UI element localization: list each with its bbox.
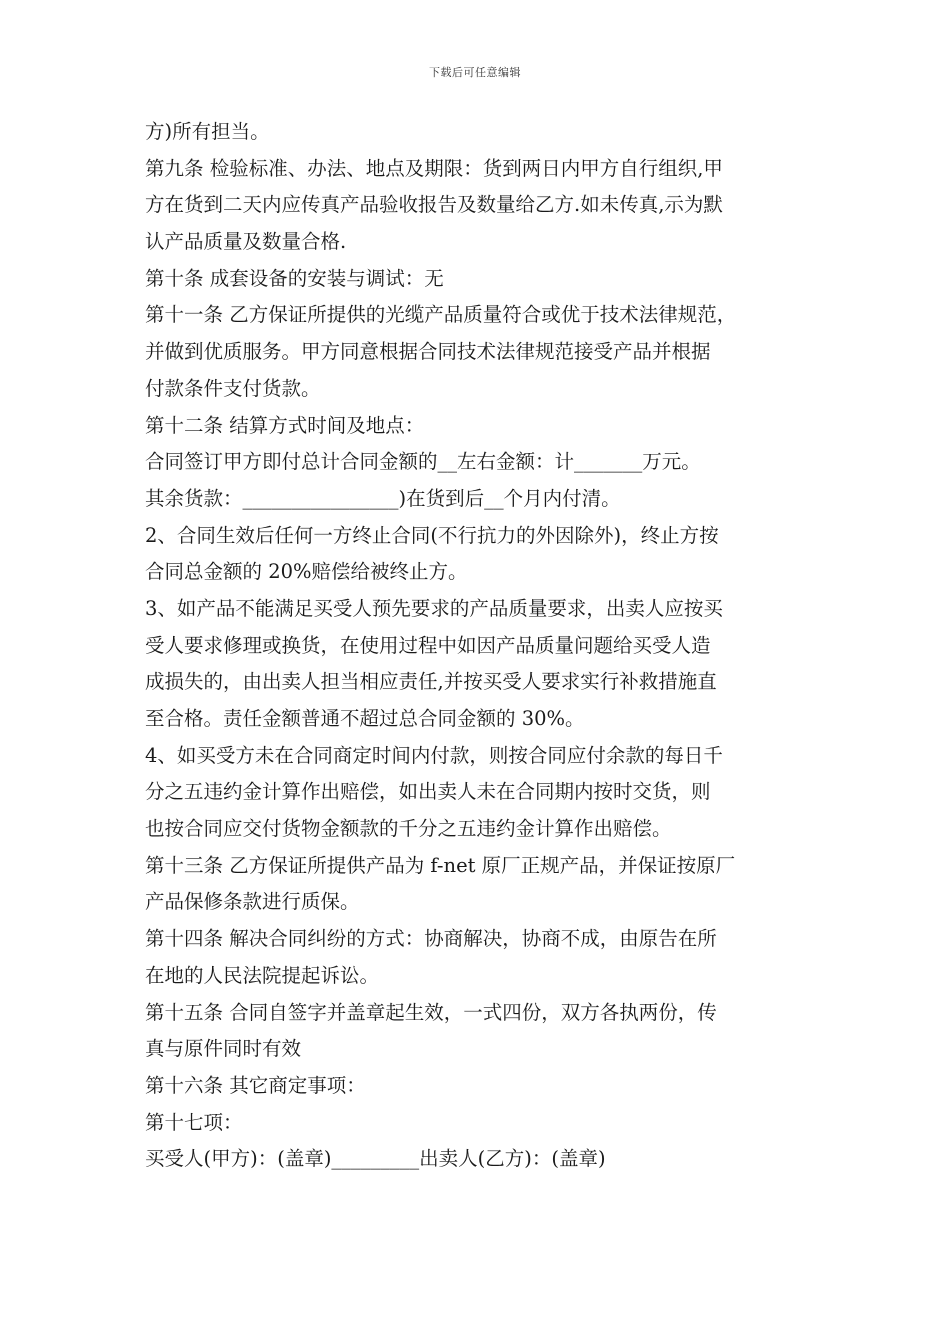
text-line: 合同签订甲方即付总计合同金额的__左右金额：计_______万元。 bbox=[145, 450, 701, 474]
text-line: 第十三条 乙方保证所提供产品为 f-net 原厂正规产品，并保证按原厂 bbox=[145, 853, 736, 877]
text-line: 买受人(甲方)：(盖章)_________出卖人(乙方)：(盖章) bbox=[145, 1147, 606, 1171]
text-line: 2、合同生效后任何一方终止合同(不行抗力的外因除外)，终止方按 bbox=[145, 523, 719, 547]
text-line: 3、如产品不能满足买受人预先要求的产品质量要求，出卖人应按买 bbox=[145, 596, 723, 620]
text-line: 受人要求修理或换货，在使用过程中如因产品质量问题给买受人造 bbox=[145, 633, 711, 657]
text-line: 方在货到二天内应传真产品验收报告及数量给乙方.如未传真,示为默 bbox=[145, 193, 723, 217]
text-line: 认产品质量及数量合格. bbox=[145, 230, 347, 254]
page-header: 下载后可任意编辑 bbox=[429, 66, 521, 79]
text-line: 第十六条 其它商定事项： bbox=[145, 1073, 366, 1097]
text-line: 第十一条 乙方保证所提供的光缆产品质量符合或优于技术法律规范， bbox=[145, 303, 737, 327]
text-line: 真与原件同时有效 bbox=[145, 1037, 302, 1061]
text-line: 第九条 检验标准、办法、地点及期限：货到两日内甲方自行组织,甲 bbox=[145, 156, 723, 180]
text-line: 至合格。责任金额普通不超过总合同金额的 30%。 bbox=[145, 707, 585, 730]
text-line: 其余货款：________________)在货到后__个月内付清。 bbox=[145, 486, 621, 510]
text-line: 分之五违约金计算作出赔偿，如出卖人未在合同期内按时交货，则 bbox=[145, 780, 711, 804]
text-line: 第十条 成套设备的安装与调试：无 bbox=[145, 266, 444, 290]
text-line: 并做到优质服务。甲方同意根据合同技术法律规范接受产品并根据 bbox=[145, 340, 711, 364]
text-line: 第十五条 合同自签字并盖章起生效，一式四份，双方各执两份，传 bbox=[145, 1000, 717, 1024]
text-line: 合同总金额的 20%赔偿给被终止方。 bbox=[145, 560, 468, 584]
text-line: 也按合同应交付货物金额款的千分之五违约金计算作出赔偿。 bbox=[145, 817, 672, 841]
text-line: 产品保修条款进行质保。 bbox=[145, 890, 360, 914]
text-line: 第十四条 解决合同纠纷的方式：协商解决，协商不成，由原告在所 bbox=[145, 927, 717, 951]
text-line: 第十二条 结算方式时间及地点： bbox=[145, 413, 425, 437]
text-line: 4、如买受方未在合同商定时间内付款，则按合同应付余款的每日千 bbox=[145, 743, 723, 767]
text-line: 第十七项： bbox=[145, 1110, 243, 1134]
text-line: 成损失的，由出卖人担当相应责任,并按买受人要求实行补救措施直 bbox=[145, 670, 717, 694]
text-line: 付款条件支付货款。 bbox=[145, 376, 321, 400]
text-line: 在地的人民法院提起诉讼。 bbox=[145, 963, 380, 987]
text-line: 方)所有担当。 bbox=[145, 120, 270, 143]
document-body bbox=[145, 114, 810, 1178]
